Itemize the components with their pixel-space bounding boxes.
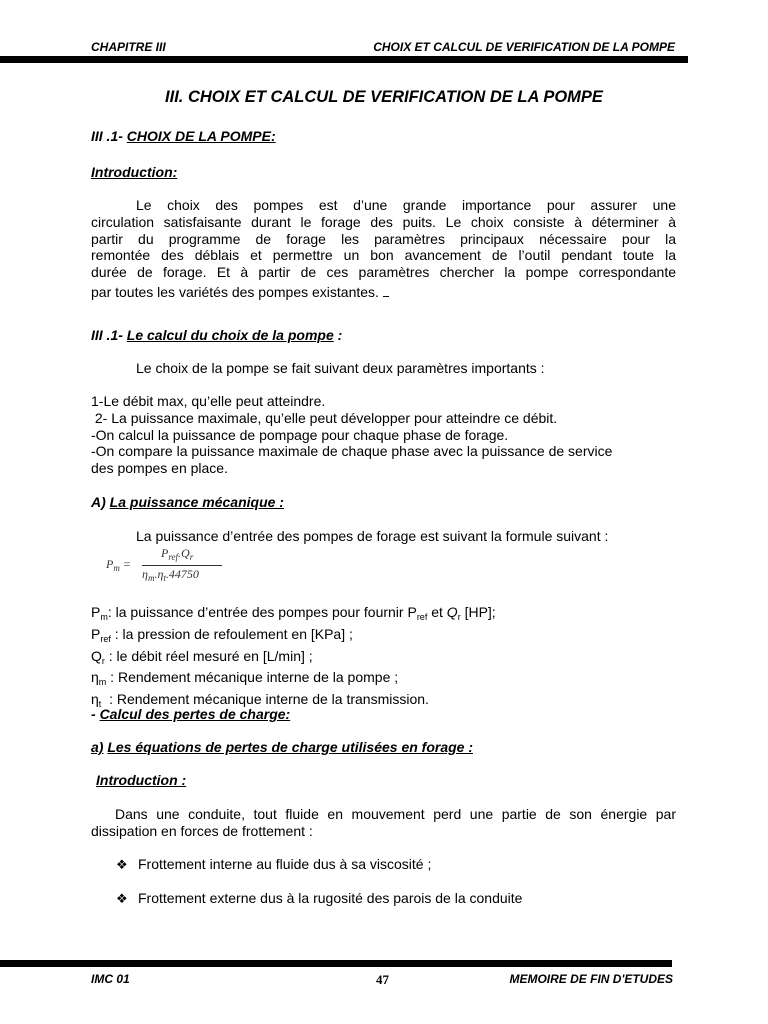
params-intro: Le choix de la pompe se fait suivant deux paramètres importants :	[136, 360, 545, 376]
header-chapter: CHAPITRE III	[91, 40, 166, 54]
intro2-paragraph	[91, 806, 676, 840]
footer-right: MEMOIRE DE FIN D'ETUDES	[509, 972, 673, 986]
formula-intro: La puissance d’entrée des pompes de forage est suivant la formule suivant :	[136, 528, 609, 544]
bullet-item: ❖ Frottement externe dus à la rugosité des parois de la conduite	[116, 890, 523, 906]
page-title: III. CHOIX ET CALCUL DE VERIFICATION DE LA POMPE	[165, 88, 603, 106]
header-rule	[0, 56, 688, 63]
param-item: des pompes en place.	[91, 460, 228, 477]
def-pm: $P_m$: la puissance d’entrée des pompes pour fournir $P_{ref}$ et $Q_r$ [HP];	[91, 604, 496, 622]
intro-line: circulation satisfaisante durant le forage des puits. Le choix consiste à déterminer à	[91, 213, 676, 230]
footer-rule	[0, 960, 672, 967]
intro2-heading: Introduction :	[96, 772, 187, 788]
section-choix-pompe: III .1- CHOIX DE LA POMPE:	[91, 128, 276, 144]
diamond-bullet-icon: ❖	[116, 857, 128, 872]
section-pertes-charge: - Calcul des pertes de charge:	[91, 706, 291, 722]
footer-left: IMC 01	[91, 972, 130, 986]
section-equations: a) Les équations de pertes de charge utilisées en forage :	[91, 739, 474, 755]
intro-line: partir du programme de forage les paramètres principaux nécessaire pour la	[91, 230, 676, 247]
param-item: -On calcul la puissance de pompage pour chaque phase de forage.	[91, 426, 509, 443]
intro-line: Le choix des pompes est d’une grande importance pour assurer une	[136, 197, 676, 213]
def-etam: $\eta_m$ : Rendement mécanique interne de la pompe ;	[91, 669, 399, 688]
diamond-bullet-icon: ❖	[116, 891, 128, 906]
header-running-title: CHOIX ET CALCUL DE VERIFICATION DE LA POMPE	[373, 40, 675, 54]
formula-lhs: $P_m$ =	[106, 557, 131, 573]
def-pref: $P_{ref}$ : la pression de refoulement en [KPa] ;	[91, 625, 353, 644]
definitions	[91, 604, 691, 713]
section-puissance-mecanique: A) La puissance mécanique :	[91, 494, 284, 510]
def-qr: $Q_r$ : le débit réel mesuré en [L/min] ;	[91, 647, 313, 666]
intro-heading: Introduction:	[91, 164, 178, 180]
fraction-bar	[142, 565, 222, 566]
formula-denominator: $\eta_m.\eta_t.44750$	[142, 567, 199, 583]
intro-paragraph	[91, 197, 676, 301]
section-calcul-choix: III .1- Le calcul du choix de la pompe :	[91, 327, 343, 343]
def-etat: $\eta_t$ : Rendement mécanique interne de la transmission.	[91, 691, 429, 710]
formula-numerator: $P_{ref}.Q_r$	[161, 546, 194, 562]
intro-line: durée de forage. Et à partir de ces paramètres chercher la pompe correspondante	[91, 264, 676, 281]
intro-line: remontée des déblais et permettre un bon avancement de l’outil pendant toute la	[91, 247, 676, 264]
page-number: 47	[376, 972, 389, 987]
params-list	[91, 393, 681, 477]
param-item: -On compare la puissance maximale de chaque phase avec la puissance de service	[91, 443, 613, 460]
bullet-item: ❖ Frottement interne au fluide dus à sa viscosité ;	[116, 856, 432, 872]
intro-line: par toutes les variétés des pompes existantes.	[91, 284, 676, 301]
param-item: 1-Le débit max, qu’elle peut atteindre.	[91, 393, 326, 409]
power-formula	[106, 546, 236, 586]
param-item: 2- La puissance maximale, qu’elle peut développer pour atteindre ce débit.	[91, 409, 558, 426]
intro2-line: Dans une conduite, tout fluide en mouvement perd une partie de son énergie par	[115, 806, 676, 822]
intro2-line: dissipation en forces de frottement :	[91, 822, 313, 839]
